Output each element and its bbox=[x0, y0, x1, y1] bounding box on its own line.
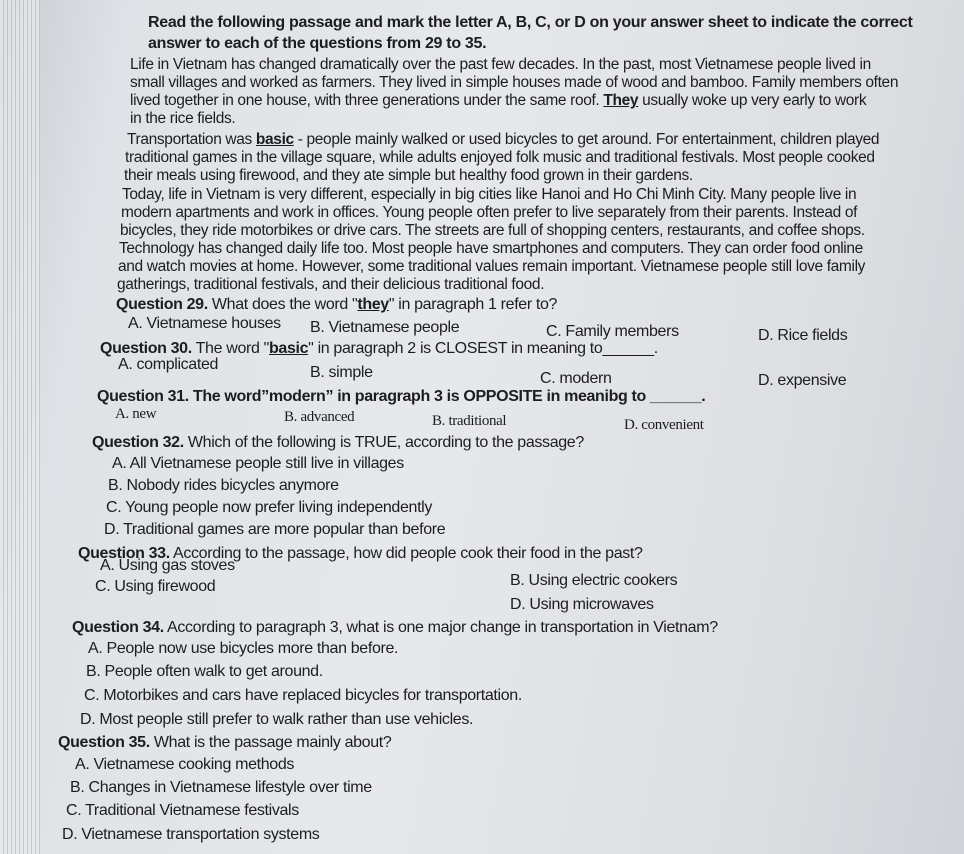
text: - people mainly walked or used bicycles to get around. For entertainment, children played bbox=[293, 131, 880, 148]
text: lived together in one house, with three generations under the same roof. bbox=[130, 92, 604, 109]
passage-line: Today, life in Vietnam is very different, especially in big cities like Hanoi and Ho Chi Minh City. Many people live in bbox=[122, 186, 857, 203]
question-32 bbox=[92, 434, 584, 452]
passage-line: gatherings, traditional festivals, and their delicious traditional food. bbox=[117, 276, 545, 293]
passage-line: and watch movies at home. However, some traditional values remain important. Vietnamese people still love family bbox=[118, 258, 866, 275]
question-34 bbox=[72, 619, 718, 637]
text: According to paragraph 3, what is one major change in transportation in Vietnam? bbox=[163, 619, 718, 636]
question-label: Question 33. bbox=[78, 545, 170, 562]
passage-line: Life in Vietnam has changed dramatically over the past few decades. In the past, most Vietnamese people lived in bbox=[130, 56, 871, 73]
question-label: Question 30. bbox=[100, 340, 192, 357]
option-34-c: C. Motorbikes and cars have replaced bicycles for transportation. bbox=[84, 687, 522, 704]
key-word: they bbox=[357, 296, 389, 313]
option-34-d: D. Most people still prefer to walk rather than use vehicles. bbox=[80, 711, 474, 728]
text: According to the passage, how did people cook their food in the past? bbox=[169, 545, 643, 562]
question-label: Question 35. bbox=[58, 734, 150, 751]
option-34-b: B. People often walk to get around. bbox=[86, 663, 323, 680]
option-30-a: A. complicated bbox=[118, 356, 219, 373]
text: usually woke up very early to work bbox=[638, 92, 867, 109]
option-33-b: B. Using electric cookers bbox=[510, 572, 678, 589]
text: The word " bbox=[191, 340, 269, 357]
option-35-d: D. Vietnamese transportation systems bbox=[62, 826, 320, 843]
text: Transportation was bbox=[127, 131, 256, 148]
underlined-word-they: They bbox=[603, 92, 639, 109]
option-29-b: B. Vietnamese people bbox=[310, 319, 460, 336]
passage-line: bicycles, they ride motorbikes or drive cars. The streets are full of shopping centers, restaurants, and coffee shops. bbox=[120, 222, 865, 239]
passage-line bbox=[130, 92, 866, 110]
option-33-c: C. Using firewood bbox=[95, 578, 216, 595]
page-stack-edge bbox=[0, 0, 40, 854]
text: What does the word " bbox=[207, 296, 358, 313]
option-35-b: B. Changes in Vietnamese lifestyle over time bbox=[70, 779, 372, 796]
text: " in paragraph 2 is CLOSEST in meaning to______. bbox=[308, 340, 658, 357]
instructions-line: Read the following passage and mark the letter A, B, C, or D on your answer sheet to indicate the correct bbox=[148, 14, 913, 31]
passage-line: in the rice fields. bbox=[130, 110, 236, 127]
option-31-a: A. new bbox=[115, 406, 157, 422]
option-32-d: D. Traditional games are more popular than before bbox=[104, 521, 446, 538]
option-29-a: A. Vietnamese houses bbox=[128, 315, 281, 332]
text: Which of the following is TRUE, according to the passage? bbox=[183, 434, 584, 451]
passage-line: modern apartments and work in offices. Young people often prefer to live separately from their parents. Instead of bbox=[121, 204, 858, 221]
question-29 bbox=[116, 296, 557, 314]
passage-line: their meals using firewood, and they ate simple but healthy food grown in their gardens. bbox=[124, 167, 693, 184]
key-word: basic bbox=[268, 340, 309, 357]
option-35-c: C. Traditional Vietnamese festivals bbox=[66, 802, 299, 819]
option-30-d: D. expensive bbox=[758, 372, 847, 389]
question-label: Question 32. bbox=[92, 434, 184, 451]
option-30-c: C. modern bbox=[540, 370, 612, 387]
option-29-c: C. Family members bbox=[546, 323, 679, 340]
passage-line: traditional games in the village square, while adults enjoyed folk music and traditional festivals. Most people cooked bbox=[125, 149, 875, 166]
option-32-c: C. Young people now prefer living independently bbox=[106, 499, 433, 516]
passage-line bbox=[127, 131, 879, 149]
question-label: Question 29. bbox=[116, 296, 208, 313]
text: " in paragraph 1 refer to? bbox=[388, 296, 558, 313]
option-33-a: A. Using gas stoves bbox=[100, 557, 235, 574]
option-31-c: B. traditional bbox=[432, 413, 507, 429]
underlined-word-basic: basic bbox=[255, 131, 294, 148]
text: What is the passage mainly about? bbox=[149, 734, 392, 751]
passage-line: small villages and worked as farmers. They lived in simple houses made of wood and bamboo. Family members often bbox=[130, 74, 899, 91]
instructions-line: answer to each of the questions from 29 to 35. bbox=[148, 35, 487, 52]
option-34-a: A. People now use bicycles more than before. bbox=[88, 640, 399, 657]
option-32-a: A. All Vietnamese people still live in villages bbox=[112, 455, 404, 472]
option-31-b: B. advanced bbox=[284, 409, 355, 425]
question-label: Question 34. bbox=[72, 619, 164, 636]
option-33-d: D. Using microwaves bbox=[510, 596, 654, 613]
option-35-a: A. Vietnamese cooking methods bbox=[75, 756, 295, 773]
question-35 bbox=[58, 734, 391, 752]
passage-line: Technology has changed daily life too. Most people have smartphones and computers. They can order food online bbox=[119, 240, 863, 257]
question-31: Question 31. The word”modern” in paragraph 3 is OPPOSITE in meanibg to ______. bbox=[97, 388, 706, 405]
option-31-d: D. convenient bbox=[624, 417, 704, 433]
option-29-d: D. Rice fields bbox=[758, 327, 848, 344]
option-32-b: B. Nobody rides bicycles anymore bbox=[108, 477, 339, 494]
option-30-b: B. simple bbox=[310, 364, 373, 381]
